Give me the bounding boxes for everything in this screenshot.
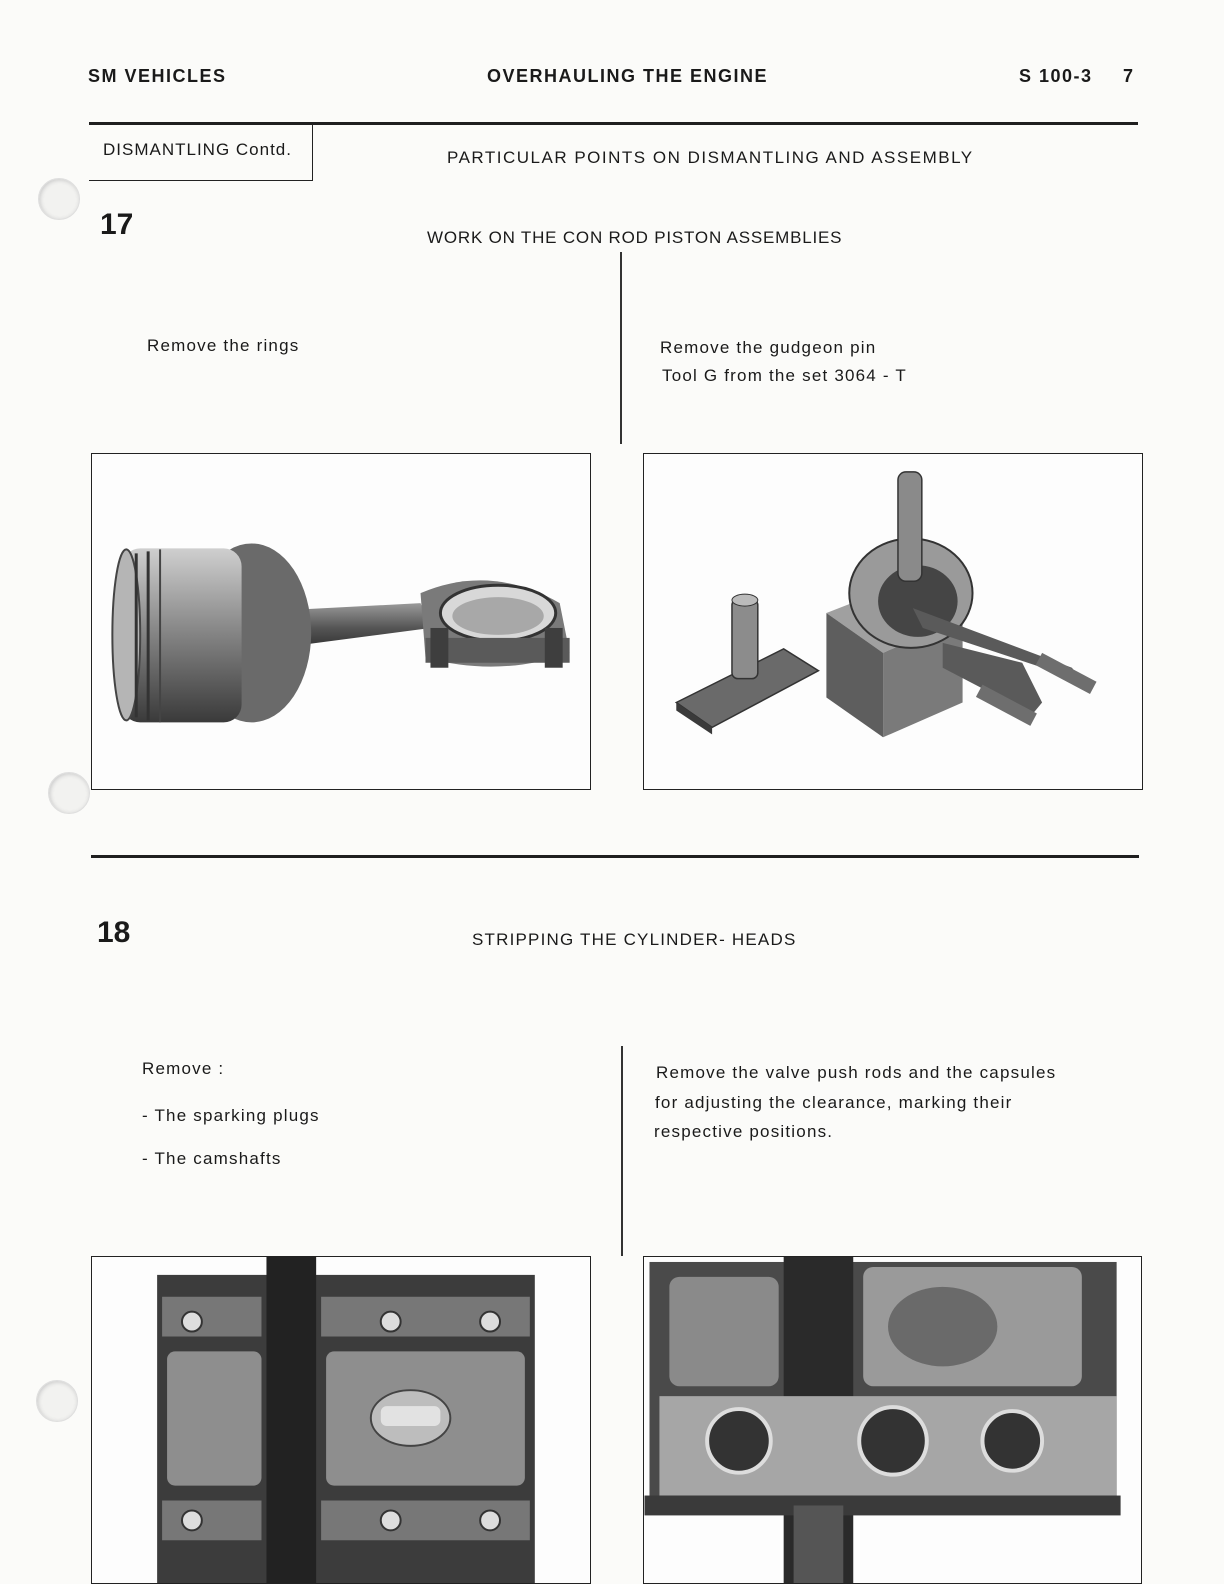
section-18-divider	[621, 1046, 623, 1256]
dismantling-box-label: DISMANTLING Contd.	[89, 124, 313, 181]
cylinder-head-illustration	[92, 1257, 590, 1583]
section-18-left-heading: Remove :	[142, 1059, 225, 1078]
section-17-left-text: Remove the rings	[147, 336, 300, 355]
section-17-right-line1: Remove the gudgeon pin	[660, 338, 877, 357]
section-18-right-line3: respective positions.	[654, 1122, 834, 1141]
photo-cylinder-head-pushrods	[643, 1256, 1142, 1584]
section-17-title: WORK ON THE CON ROD PISTON ASSEMBLIES	[427, 228, 843, 247]
photo-conrod-piston	[91, 453, 591, 790]
header-page-number: 7	[1123, 66, 1135, 86]
section-17-number: 17	[100, 208, 134, 241]
section-18-item-camshafts: - The camshafts	[142, 1149, 282, 1168]
punch-hole-middle	[48, 772, 90, 814]
punch-hole-bottom	[36, 1380, 78, 1422]
section-17-right-line2: Tool G from the set 3064 - T	[662, 366, 907, 385]
section-18-right-line2: for adjusting the clearance, marking their	[655, 1093, 1013, 1112]
section-18-right-line1: Remove the valve push rods and the capsules	[656, 1063, 1057, 1082]
header-chapter: OVERHAULING THE ENGINE	[487, 66, 769, 86]
section-18-title: STRIPPING THE CYLINDER- HEADS	[472, 930, 797, 949]
photo-gudgeon-pin-tool	[643, 453, 1143, 790]
middle-rule	[91, 855, 1139, 858]
header-vehicle: SM VEHICLES	[88, 66, 227, 86]
section-title: PARTICULAR POINTS ON DISMANTLING AND ASSEMBLY	[447, 148, 974, 167]
cylinder-head-pushrods-illustration	[644, 1257, 1141, 1583]
gudgeon-pin-tool-illustration	[644, 454, 1142, 789]
photo-cylinder-head-camshafts	[91, 1256, 591, 1584]
header-ref: S 100-3	[1019, 66, 1093, 86]
section-18-number: 18	[97, 916, 131, 949]
punch-hole-top	[38, 178, 80, 220]
conrod-piston-illustration	[92, 454, 590, 789]
section-17-divider	[620, 252, 622, 444]
section-18-item-sparking-plugs: - The sparking plugs	[142, 1106, 320, 1125]
